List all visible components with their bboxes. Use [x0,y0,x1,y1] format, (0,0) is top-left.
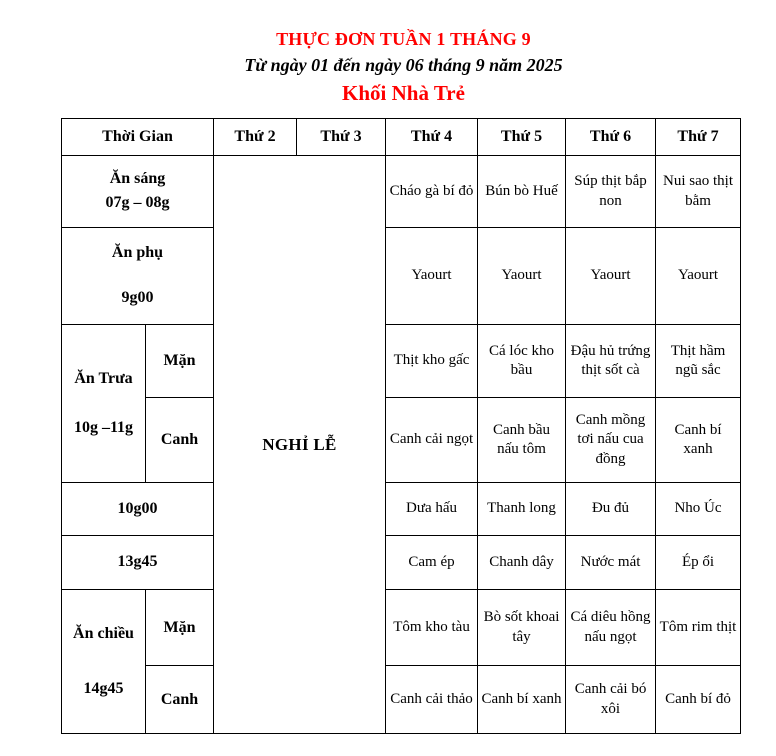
menu-cell: Chanh dây [478,536,566,590]
menu-cell: Thịt hầm ngũ sắc [656,325,741,398]
menu-cell: Ép ổi [656,536,741,590]
menu-cell: Canh cải ngọt [386,398,478,483]
menu-cell: Cá diêu hồng nấu ngọt [566,590,656,666]
meal-label: Ăn chiều [73,624,134,642]
menu-cell: Bún bò Huế [478,156,566,228]
page-title: THỰC ĐƠN TUẦN 1 THÁNG 9 [276,29,531,49]
menu-cell: Thanh long [478,483,566,536]
meal-label: Ăn sáng [109,170,166,188]
menu-cell: Đậu hủ trứng thịt sốt cà [566,325,656,398]
menu-cell: Canh bầu nấu tôm [478,398,566,483]
weekly-menu-table [61,118,741,734]
menu-cell: Thịt kho gấc [386,325,478,398]
lunch-soup-row [62,398,741,483]
afternoon-label-cell [62,590,146,734]
menu-cell: Cá lóc kho bầu [478,325,566,398]
menu-cell: Cam ép [386,536,478,590]
drink-row [62,536,741,590]
menu-cell: Yaourt [478,228,566,325]
meal-time: 14g45 [83,679,124,697]
group-title: Khối Nhà Trẻ [342,81,465,106]
snack-label-cell [62,228,214,325]
day-header-mon: Thứ 2 [214,119,297,156]
course-type-cell: Mặn [146,590,214,666]
menu-cell: Yaourt [386,228,478,325]
day-header-fri: Thứ 6 [566,119,656,156]
day-header-thu: Thứ 5 [478,119,566,156]
meal-label: Ăn Trưa [74,369,133,387]
morning-snack-row [62,228,741,325]
menu-cell: Canh bí xanh [656,398,741,483]
menu-cell: Canh cải thảo [386,666,478,734]
holiday-cell: NGHỈ LỄ [214,156,386,734]
menu-cell: Yaourt [656,228,741,325]
meal-label: 10g00 [117,499,158,517]
day-header-sat: Thứ 7 [656,119,741,156]
menu-cell: Canh mồng tơi nấu cua đồng [566,398,656,483]
menu-cell: Canh bí đỏ [656,666,741,734]
menu-cell: Đu đủ [566,483,656,536]
menu-cell: Yaourt [566,228,656,325]
lunch-label-cell [62,325,146,483]
menu-cell: Nui sao thịt bằm [656,156,741,228]
menu-cell: Tôm rim thịt [656,590,741,666]
page-subtitle: Từ ngày 01 đến ngày 06 tháng 9 năm 2025 [244,54,563,75]
menu-cell: Tôm kho tàu [386,590,478,666]
fruit-row [62,483,741,536]
table-header-row [62,119,741,156]
menu-cell: Bò sốt khoai tây [478,590,566,666]
drink-time-cell [62,536,214,590]
menu-cell: Nho Úc [656,483,741,536]
afternoon-savoury-row [62,590,741,666]
time-column-header: Thời Gian [62,119,214,156]
fruit-time-cell [62,483,214,536]
meal-time: 9g00 [121,289,154,307]
breakfast-row [62,156,741,228]
menu-cell: Canh bí xanh [478,666,566,734]
menu-cell: Súp thịt bắp non [566,156,656,228]
course-type-cell: Canh [146,666,214,734]
meal-label: Ăn phụ [111,244,164,262]
lunch-savoury-row [62,325,741,398]
menu-cell: Cháo gà bí đỏ [386,156,478,228]
meal-time: 07g – 08g [105,194,170,212]
meal-label: 13g45 [117,553,158,571]
course-type-cell: Canh [146,398,214,483]
meal-time: 10g –11g [73,418,134,436]
breakfast-label-cell [62,156,214,228]
day-header-tue: Thứ 3 [297,119,386,156]
menu-cell: Canh cải bó xôi [566,666,656,734]
menu-cell: Nước mát [566,536,656,590]
day-header-wed: Thứ 4 [386,119,478,156]
afternoon-soup-row [62,666,741,734]
menu-cell: Dưa hấu [386,483,478,536]
document-heading [64,28,743,105]
course-type-cell: Mặn [146,325,214,398]
